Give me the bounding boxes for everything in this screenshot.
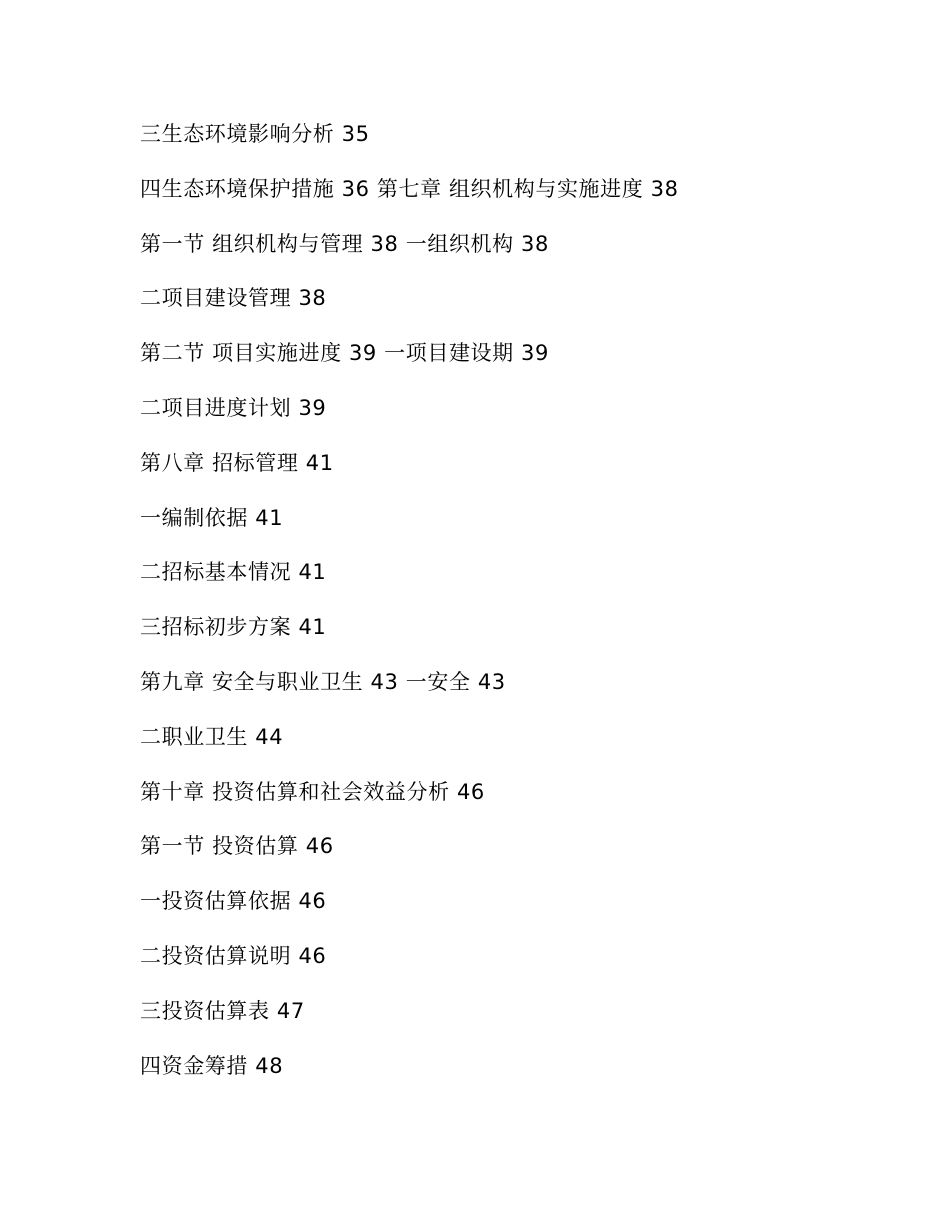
toc-line: 三生态环境影响分析 35 bbox=[140, 122, 370, 146]
toc-line: 第十章 投资估算和社会效益分析 46 bbox=[140, 779, 485, 804]
toc-line: 二招标基本情况 41 bbox=[140, 560, 327, 585]
toc-line: 四生态环境保护措施 36 第七章 组织机构与实施进度 38 bbox=[140, 176, 679, 201]
toc-line: 二职业卫生 44 bbox=[140, 724, 284, 749]
toc-line: 第八章 招标管理 41 bbox=[140, 450, 334, 475]
toc-line: 三投资估算表 47 bbox=[140, 998, 305, 1023]
toc-line: 第九章 安全与职业卫生 43 一安全 43 bbox=[140, 669, 506, 694]
toc-line: 二项目进度计划 39 bbox=[140, 395, 327, 420]
toc-line: 二投资估算说明 46 bbox=[140, 943, 327, 968]
toc-line: 一编制依据 41 bbox=[140, 505, 284, 530]
toc-line: 一投资估算依据 46 bbox=[140, 889, 327, 914]
table-of-contents bbox=[140, 116, 679, 1102]
toc-line: 四资金筹措 48 bbox=[140, 1053, 284, 1078]
toc-line: 三招标初步方案 41 bbox=[140, 615, 327, 640]
toc-line: 第二节 项目实施进度 39 一项目建设期 39 bbox=[140, 341, 549, 366]
toc-line: 第一节 组织机构与管理 38 一组织机构 38 bbox=[140, 231, 549, 256]
toc-line: 第一节 投资估算 46 bbox=[140, 834, 334, 859]
toc-line: 二项目建设管理 38 bbox=[140, 286, 327, 311]
